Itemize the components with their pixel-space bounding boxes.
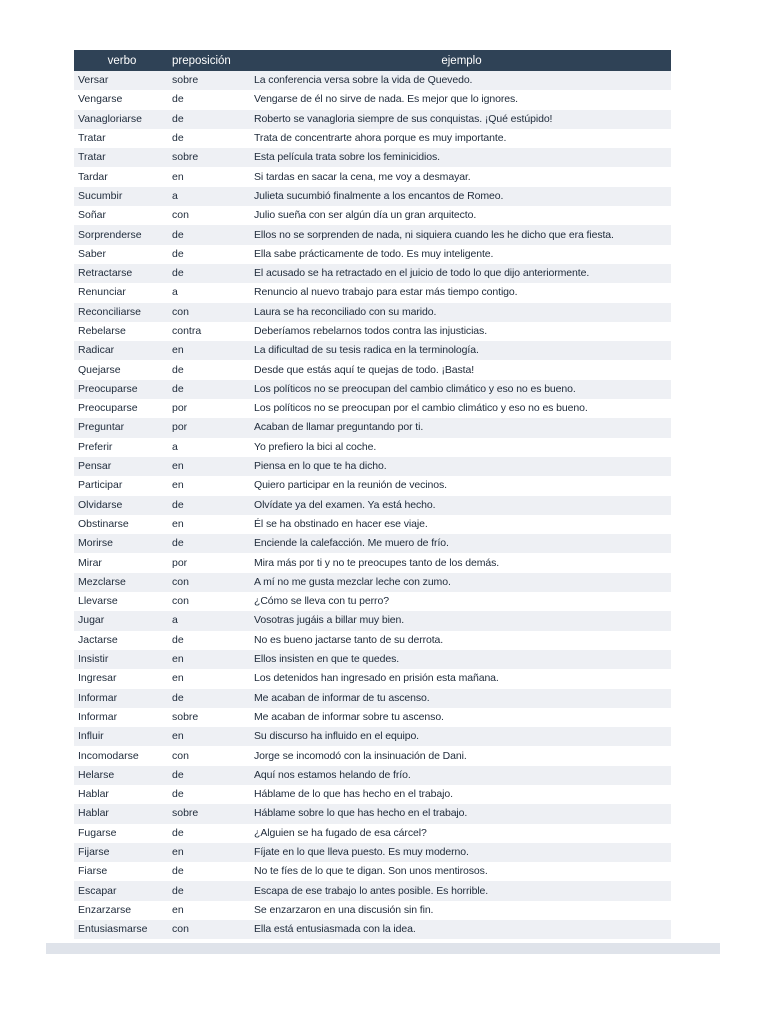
cell-preposicion: sobre [172, 710, 199, 723]
cell-verbo: Retractarse [78, 267, 133, 280]
cell-preposicion: de [172, 633, 184, 646]
cell-preposicion: contra [172, 325, 202, 337]
cell-verbo: Ingresar [78, 672, 117, 685]
table-row [74, 457, 671, 476]
cell-verbo: Fugarse [78, 826, 117, 839]
cell-preposicion: con [172, 575, 189, 588]
cell-verbo: Insistir [78, 653, 109, 666]
cell-ejemplo: Me acaban de informar sobre tu ascenso. [254, 710, 444, 723]
cell-ejemplo: Vosotras jugáis a billar muy bien. [254, 614, 405, 627]
table-row [74, 71, 671, 90]
table-row [74, 418, 671, 437]
cell-ejemplo: Julio sueña con ser algún día un gran arquitecto. [254, 209, 477, 222]
cell-verbo: Tratar [78, 151, 106, 164]
cell-ejemplo: Si tardas en sacar la cena, me voy a desmayar. [254, 170, 471, 183]
cell-preposicion: de [172, 768, 184, 781]
cell-ejemplo: Quiero participar en la reunión de vecinos. [254, 479, 447, 492]
cell-verbo: Quejarse [78, 363, 121, 376]
cell-verbo: Preferir [78, 440, 113, 453]
table-row [74, 515, 671, 534]
table-row [74, 90, 671, 109]
column-header-verbo: verbo [107, 54, 137, 67]
cell-verbo: Influir [78, 730, 104, 743]
table-row [74, 187, 671, 206]
cell-ejemplo: Ella sabe prácticamente de todo. Es muy inteligente. [254, 247, 494, 260]
table-row [74, 631, 671, 650]
cell-verbo: Versar [78, 74, 109, 87]
cell-verbo: Pensar [78, 460, 112, 473]
cell-ejemplo: Ellos insisten en que te quedes. [254, 653, 400, 666]
cell-preposicion: por [172, 556, 188, 569]
cell-preposicion: a [172, 614, 178, 627]
cell-verbo: Radicar [78, 344, 115, 357]
cell-ejemplo: Los políticos no se preocupan por el cambio climático y eso no es bueno. [254, 402, 588, 415]
cell-preposicion: en [172, 460, 184, 473]
cell-preposicion: a [172, 440, 178, 453]
table-row [74, 225, 671, 244]
cell-preposicion: sobre [172, 151, 199, 164]
cell-preposicion: de [172, 132, 184, 145]
cell-preposicion: de [172, 498, 184, 511]
table-row [74, 322, 671, 341]
cell-verbo: Vanagloriarse [78, 112, 143, 125]
cell-verbo: Tardar [78, 170, 108, 183]
cell-verbo: Jugar [78, 614, 105, 627]
cell-preposicion: en [172, 344, 184, 357]
table-row [74, 920, 671, 939]
cell-verbo: Mezclarse [78, 575, 126, 588]
cell-ejemplo: Piensa en lo que te ha dicho. [254, 460, 387, 473]
verb-preposition-table [74, 50, 671, 939]
cell-ejemplo: Me acaban de informar de tu ascenso. [254, 691, 430, 704]
cell-preposicion: de [172, 363, 184, 376]
cell-verbo: Saber [78, 247, 107, 260]
cell-verbo: Informar [78, 691, 118, 704]
table-row [74, 689, 671, 708]
cell-verbo: Helarse [78, 768, 115, 781]
cell-verbo: Participar [78, 479, 123, 492]
table-row [74, 360, 671, 379]
cell-preposicion: por [172, 421, 188, 434]
cell-preposicion: en [172, 672, 184, 685]
table-row [74, 766, 671, 785]
table-row [74, 746, 671, 765]
table-row [74, 341, 671, 360]
column-header-ejemplo: ejemplo [441, 54, 482, 67]
table-header [74, 50, 671, 71]
cell-ejemplo: Ella está entusiasmada con la idea. [254, 923, 416, 936]
cell-ejemplo: Jorge se incomodó con la insinuación de Dani. [254, 749, 467, 762]
footer-bar [46, 943, 720, 954]
cell-verbo: Morirse [78, 537, 114, 550]
cell-preposicion: de [172, 267, 184, 280]
cell-verbo: Hablar [78, 807, 109, 820]
cell-ejemplo: La dificultad de su tesis radica en la terminología. [254, 344, 479, 357]
cell-ejemplo: Mira más por ti y no te preocupes tanto de los demás. [254, 556, 500, 569]
table-row [74, 611, 671, 630]
cell-verbo: Preocuparse [78, 402, 138, 415]
table-row [74, 592, 671, 611]
cell-ejemplo: Esta película trata sobre los feminicidios. [254, 151, 440, 164]
verb-preposition-table-container [74, 50, 671, 939]
table-row [74, 167, 671, 186]
table-row [74, 110, 671, 129]
cell-ejemplo: ¿Cómo se lleva con tu perro? [254, 595, 389, 608]
cell-ejemplo: Los detenidos han ingresado en prisión esta mañana. [254, 672, 499, 685]
table-row [74, 303, 671, 322]
cell-ejemplo: La conferencia versa sobre la vida de Quevedo. [254, 74, 473, 87]
table-row [74, 669, 671, 688]
cell-ejemplo: El acusado se ha retractado en el juicio de todo lo que dijo anteriormente. [254, 267, 590, 280]
cell-verbo: Sucumbir [78, 189, 123, 202]
cell-verbo: Incomodarse [78, 749, 139, 762]
cell-ejemplo: Acaban de llamar preguntando por ti. [254, 421, 424, 434]
table-body [74, 71, 671, 939]
cell-ejemplo: Trata de concentrarte ahora porque es muy importante. [254, 132, 507, 145]
table-row [74, 901, 671, 920]
cell-preposicion: de [172, 537, 184, 550]
cell-ejemplo: Ellos no se sorprenden de nada, ni siquiera cuando les he dicho que era fiesta. [254, 228, 614, 241]
cell-preposicion: de [172, 93, 184, 106]
table-row [74, 824, 671, 843]
cell-verbo: Informar [78, 710, 118, 723]
cell-verbo: Obstinarse [78, 517, 129, 530]
cell-verbo: Rebelarse [78, 325, 126, 337]
header-row [74, 50, 671, 71]
table-row [74, 264, 671, 283]
cell-ejemplo: Su discurso ha influido en el equipo. [254, 730, 419, 743]
cell-preposicion: sobre [172, 807, 199, 820]
cell-preposicion: con [172, 923, 189, 936]
table-row [74, 804, 671, 823]
cell-verbo: Hablar [78, 788, 109, 801]
table-row [74, 881, 671, 900]
cell-verbo: Jactarse [78, 633, 118, 646]
table-row [74, 283, 671, 302]
table-row [74, 843, 671, 862]
cell-preposicion: con [172, 595, 189, 608]
cell-ejemplo: Laura se ha reconciliado con su marido. [254, 305, 437, 318]
cell-verbo: Soñar [78, 209, 107, 222]
cell-verbo: Llevarse [78, 595, 118, 608]
cell-ejemplo: Él se ha obstinado en hacer ese viaje. [254, 517, 428, 530]
cell-ejemplo: Fíjate en lo que lleva puesto. Es muy moderno. [254, 846, 469, 859]
cell-ejemplo: Julieta sucumbió finalmente a los encantos de Romeo. [254, 189, 504, 202]
cell-preposicion: a [172, 189, 178, 202]
cell-preposicion: en [172, 517, 184, 530]
cell-verbo: Sorprenderse [78, 228, 142, 241]
column-header-preposicion: preposición [172, 54, 231, 67]
cell-preposicion: de [172, 865, 184, 878]
table-row [74, 534, 671, 553]
cell-ejemplo: Enciende la calefacción. Me muero de frío. [254, 537, 449, 550]
table-row [74, 129, 671, 148]
cell-ejemplo: Yo prefiero la bici al coche. [254, 440, 377, 453]
table-row [74, 862, 671, 881]
table-row [74, 148, 671, 167]
cell-verbo: Olvidarse [78, 498, 123, 511]
cell-preposicion: en [172, 170, 184, 183]
table-row [74, 438, 671, 457]
cell-verbo: Reconciliarse [78, 305, 142, 318]
cell-preposicion: de [172, 691, 184, 704]
cell-preposicion: de [172, 382, 184, 395]
cell-ejemplo: No es bueno jactarse tanto de su derrota. [254, 633, 444, 646]
table-row [74, 245, 671, 264]
table-row [74, 399, 671, 418]
cell-verbo: Fijarse [78, 846, 110, 859]
cell-preposicion: con [172, 305, 189, 318]
cell-ejemplo: Háblame de lo que has hecho en el trabajo. [254, 788, 453, 801]
cell-verbo: Fiarse [78, 865, 108, 878]
cell-verbo: Vengarse [78, 93, 123, 106]
cell-ejemplo: Háblame sobre lo que has hecho en el trabajo. [254, 807, 468, 820]
cell-preposicion: sobre [172, 74, 199, 87]
cell-ejemplo: Aquí nos estamos helando de frío. [254, 768, 411, 781]
cell-verbo: Mirar [78, 556, 102, 569]
table-row [74, 650, 671, 669]
cell-ejemplo: Escapa de ese trabajo lo antes posible. Es horrible. [254, 884, 489, 897]
cell-ejemplo: Olvídate ya del examen. Ya está hecho. [254, 498, 436, 511]
cell-preposicion: de [172, 247, 184, 260]
cell-ejemplo: A mí no me gusta mezclar leche con zumo. [254, 575, 451, 588]
cell-preposicion: en [172, 479, 184, 492]
cell-preposicion: por [172, 402, 188, 415]
cell-preposicion: en [172, 846, 184, 859]
cell-ejemplo: Renuncio al nuevo trabajo para estar más tiempo contigo. [254, 286, 518, 299]
cell-preposicion: de [172, 112, 184, 125]
cell-preposicion: de [172, 884, 184, 897]
table-row [74, 553, 671, 572]
cell-preposicion: en [172, 903, 184, 916]
table-row [74, 573, 671, 592]
table-row [74, 708, 671, 727]
cell-verbo: Preocuparse [78, 382, 138, 395]
table-row [74, 727, 671, 746]
cell-ejemplo: Deberíamos rebelarnos todos contra las injusticias. [254, 325, 488, 337]
cell-preposicion: con [172, 749, 189, 762]
cell-preposicion: a [172, 286, 178, 299]
cell-preposicion: de [172, 788, 184, 801]
cell-verbo: Tratar [78, 132, 106, 145]
cell-verbo: Renunciar [78, 286, 126, 299]
cell-ejemplo: Vengarse de él no sirve de nada. Es mejor que lo ignores. [254, 93, 518, 106]
cell-verbo: Entusiasmarse [78, 923, 148, 936]
cell-verbo: Escapar [78, 884, 117, 897]
cell-ejemplo: Se enzarzaron en una discusión sin fin. [254, 903, 434, 916]
table-row [74, 785, 671, 804]
table-row [74, 496, 671, 515]
cell-ejemplo: Los políticos no se preocupan del cambio climático y eso no es bueno. [254, 382, 576, 395]
cell-preposicion: de [172, 826, 184, 839]
cell-verbo: Enzarzarse [78, 903, 132, 916]
cell-ejemplo: Desde que estás aquí te quejas de todo. ¡Basta! [254, 363, 475, 376]
table-row [74, 206, 671, 225]
cell-preposicion: en [172, 653, 184, 666]
cell-verbo: Preguntar [78, 421, 125, 434]
table-row [74, 476, 671, 495]
cell-preposicion: de [172, 228, 184, 241]
table-row [74, 380, 671, 399]
cell-preposicion: en [172, 730, 184, 743]
cell-preposicion: con [172, 209, 189, 222]
cell-ejemplo: ¿Alguien se ha fugado de esa cárcel? [254, 826, 427, 839]
cell-ejemplo: No te fíes de lo que te digan. Son unos mentirosos. [254, 865, 488, 878]
cell-ejemplo: Roberto se vanagloria siempre de sus conquistas. ¡Qué estúpido! [254, 112, 553, 125]
